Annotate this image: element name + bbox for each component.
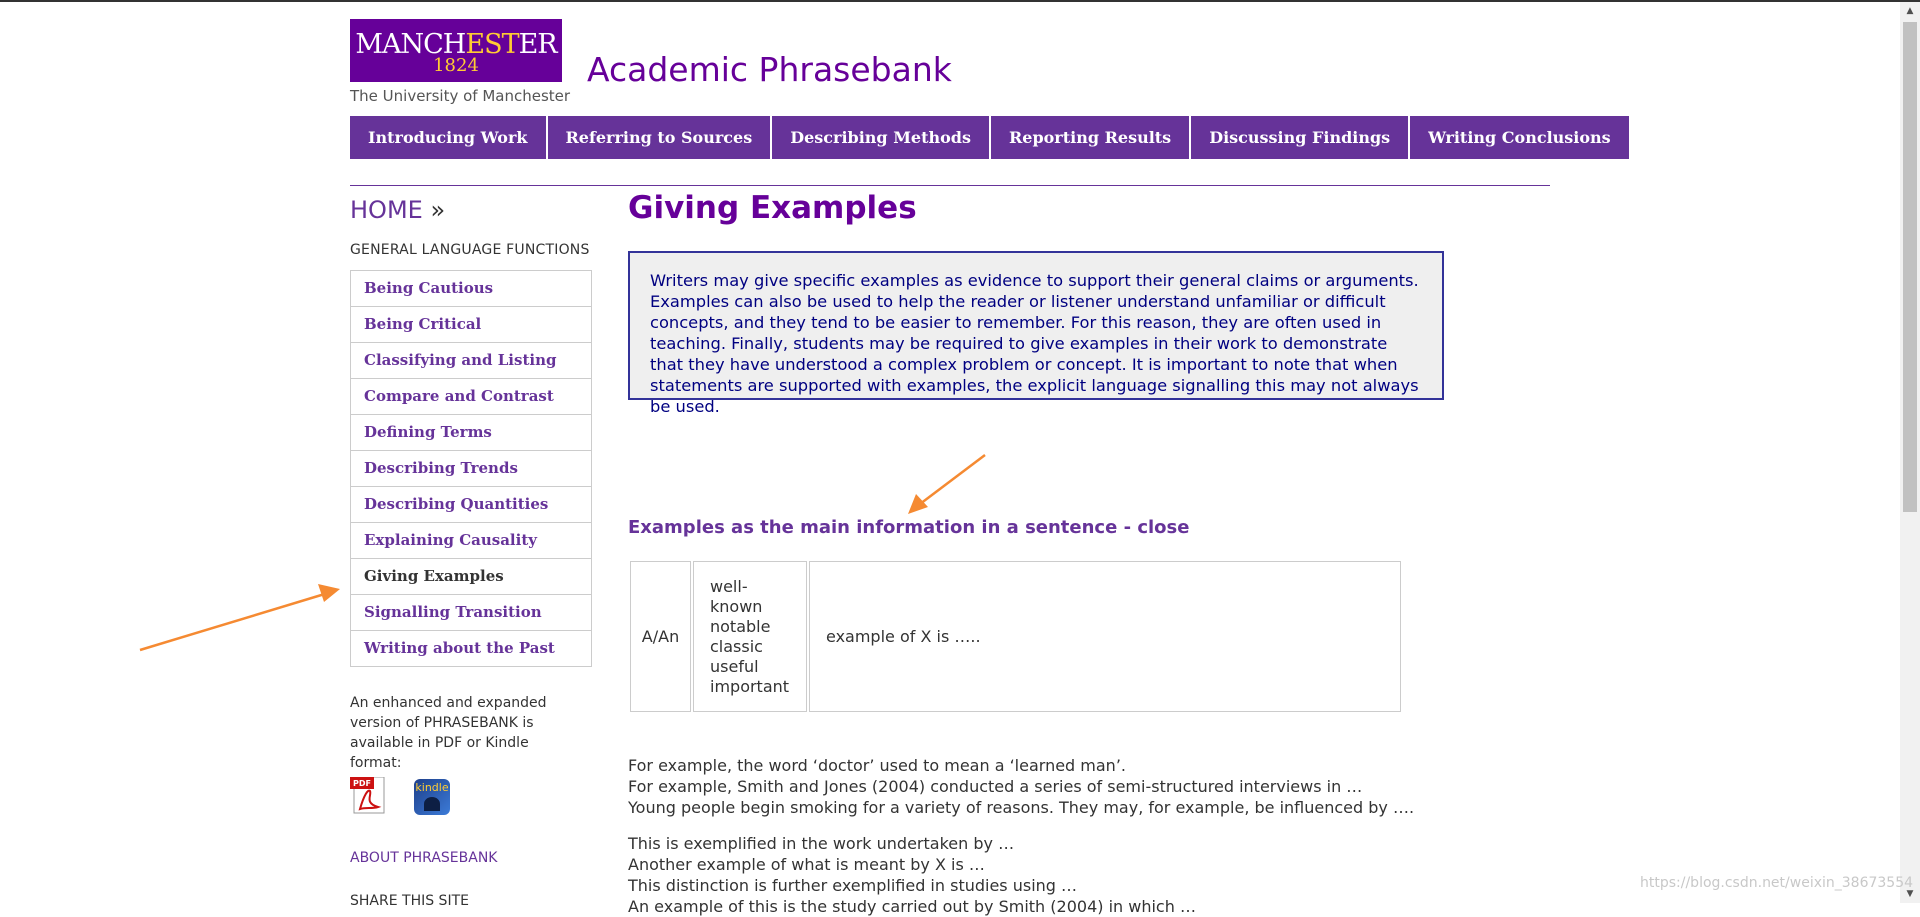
watermark-url: https://blog.csdn.net/weixin_38673554 — [1640, 875, 1914, 891]
table-cell-article: A/An — [630, 561, 691, 712]
university-logo[interactable] — [350, 19, 571, 107]
scroll-down-arrow-icon[interactable]: ▼ — [1906, 889, 1914, 899]
nav-discussing-findings[interactable]: Discussing Findings — [1191, 116, 1410, 159]
arrow-to-sidebar-item — [140, 584, 340, 650]
promo-text: An enhanced and expanded version of PHRASEBANK is available in PDF or Kindle format: — [350, 695, 547, 771]
nav-referring-to-sources[interactable]: Referring to Sources — [548, 116, 773, 159]
intro-box: Writers may give specific examples as evidence to support their general claims or arguments. Examples can also be used to help the reader or listener understand unfamiliar or difficult concepts, and they tend to be easier to remember. For this reason, they are often used in teaching. Finally, students may be required to give examples in their work to demonstrate that they have understood a complex problem or concept. It is important to note that when statements are supported with examples, the explicit language signalling this may not always be used. — [628, 251, 1444, 400]
logo-wordmark: MANCHESTER — [355, 29, 557, 60]
example-sentence: Young people begin smoking for a variety of reasons. They may, for example, be influenced by …. — [628, 798, 1415, 817]
table-cell-adjectives — [693, 561, 807, 712]
sidebar-item-explaining-causality[interactable]: Explaining Causality — [351, 523, 591, 559]
scrollbar-thumb[interactable] — [1903, 22, 1917, 512]
sidebar-item-signalling-transition[interactable]: Signalling Transition — [351, 595, 591, 631]
nav-introducing-work[interactable]: Introducing Work — [350, 116, 548, 159]
example-sentence: For example, Smith and Jones (2004) conducted a series of semi-structured interviews in … — [628, 777, 1363, 796]
page-container — [350, 0, 1611, 916]
example-sentence: An example of this is the study carried out by Smith (2004) in which … — [628, 897, 1196, 916]
table-row — [630, 561, 1401, 712]
sidebar-menu — [350, 270, 592, 667]
sidebar-item-describing-trends[interactable]: Describing Trends — [351, 451, 591, 487]
example-sentence: Another example of what is meant by X is … — [628, 855, 985, 874]
svg-text:PDF: PDF — [353, 779, 371, 788]
example-sentence: This is exemplified in the work undertaken by … — [628, 834, 1015, 853]
nav-describing-methods[interactable]: Describing Methods — [772, 116, 991, 159]
about-phrasebank-link[interactable]: ABOUT PHRASEBANK — [350, 850, 498, 866]
sidebar-item-classifying-and-listing[interactable]: Classifying and Listing — [351, 343, 591, 379]
sidebar-item-defining-terms[interactable]: Defining Terms — [351, 415, 591, 451]
sidebar-item-giving-examples[interactable]: Giving Examples — [351, 559, 591, 595]
example-sentence: This distinction is further exemplified in studies using … — [628, 876, 1078, 895]
adjective: known — [710, 596, 763, 616]
adjective: classic — [710, 636, 763, 656]
adjective: well- — [710, 576, 748, 596]
main-content — [628, 190, 1548, 916]
sidebar-item-being-critical[interactable]: Being Critical — [351, 307, 591, 343]
nav-writing-conclusions[interactable]: Writing Conclusions — [1428, 128, 1611, 147]
adjective: useful — [710, 656, 759, 676]
adjective: notable — [710, 616, 771, 636]
sidebar — [350, 196, 592, 909]
logo-subtitle: The University of Manchester — [350, 87, 571, 105]
nav-reporting-results[interactable]: Reporting Results — [991, 116, 1191, 159]
sidebar-item-describing-quantities[interactable]: Describing Quantities — [351, 487, 591, 523]
home-link[interactable]: HOME » — [350, 196, 446, 224]
sidebar-item-being-cautious[interactable]: Being Cautious — [351, 271, 591, 307]
logo-year: 1824 — [433, 55, 479, 76]
main-nav — [350, 116, 1631, 159]
section-subheading: Examples as the main information in a sentence - close — [628, 517, 1190, 538]
adjective: important — [710, 676, 790, 696]
example-group-1 — [628, 755, 1414, 818]
download-icons — [350, 777, 592, 817]
share-heading: SHARE THIS SITE — [350, 893, 469, 909]
page-title: Giving Examples — [628, 190, 917, 226]
sidebar-item-writing-about-the-past[interactable]: Writing about the Past — [364, 639, 555, 657]
site-title[interactable]: Academic Phrasebank — [587, 50, 952, 89]
sidebar-section-heading: GENERAL LANGUAGE FUNCTIONS — [350, 242, 590, 258]
kindle-icon[interactable]: kindle — [414, 779, 450, 815]
scroll-up-arrow-icon[interactable]: ▲ — [1906, 6, 1914, 16]
example-group-2 — [628, 833, 1196, 917]
table-cell-phrase: example of X is ….. — [809, 561, 1401, 712]
header-divider — [350, 185, 1550, 186]
phrase-table — [628, 559, 1403, 714]
pdf-icon[interactable] — [350, 777, 390, 815]
example-sentence: For example, the word ‘doctor’ used to mean a ‘learned man’. — [628, 756, 1126, 775]
sidebar-item-compare-and-contrast[interactable]: Compare and Contrast — [351, 379, 591, 415]
logo-box — [350, 19, 562, 82]
